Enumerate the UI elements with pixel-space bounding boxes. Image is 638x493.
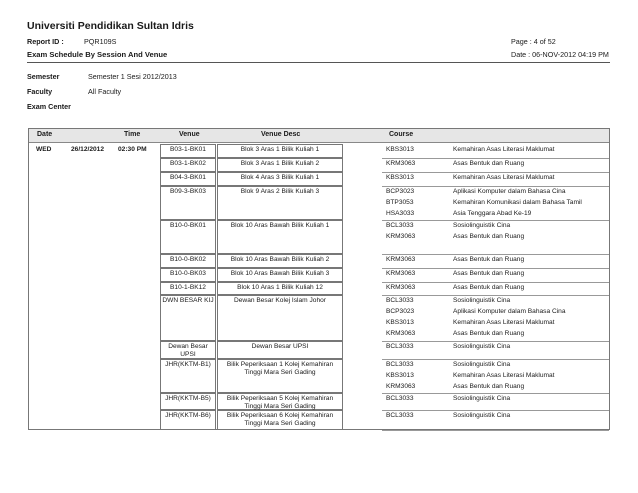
- course-code: KRM3063: [386, 383, 416, 390]
- course-code: HSA3033: [386, 210, 415, 217]
- course-code: BCL3033: [386, 297, 414, 304]
- course-code: KBS3013: [386, 372, 414, 379]
- venue-code: B10-0-BK02: [170, 256, 206, 263]
- course-code: KRM3063: [386, 160, 416, 167]
- course-code: BCP3023: [386, 188, 415, 195]
- venue-code: B10-1-BK12: [170, 284, 206, 291]
- column-header-time: Time: [124, 131, 141, 138]
- course-code: BCL3033: [386, 412, 414, 419]
- course-name: Sosiolinguistik Cina: [453, 395, 511, 402]
- venue-description: Dewan Besar UPSI: [251, 343, 309, 350]
- schedule-table: [28, 128, 610, 430]
- row-divider: [382, 430, 609, 431]
- course-name: Asas Bentuk dan Ruang: [453, 270, 525, 277]
- venue-code: B09-3-BK03: [170, 188, 206, 195]
- course-code: KRM3063: [386, 330, 416, 337]
- faculty-label: Faculty: [27, 87, 53, 96]
- venue-description: Bilik Peperiksaan 1 Kolej Kemahiran Tinggi Mara Seri Gading: [226, 361, 334, 376]
- course-name: Sosiolinguistik Cina: [453, 297, 511, 304]
- venue-description: Blok 4 Aras 3 Bilik Kuliah 1: [240, 174, 320, 181]
- venue-description: Blok 9 Aras 2 Bilik Kuliah 3: [240, 188, 320, 195]
- semester-value: Semester 1 Sesi 2012/2013: [88, 72, 177, 81]
- course-name: Asas Bentuk dan Ruang: [453, 160, 525, 167]
- course-code: BCL3033: [386, 361, 414, 368]
- venue-description: Blok 3 Aras 1 Bilik Kuliah 1: [240, 146, 320, 153]
- table-row: [29, 129, 609, 429]
- course-name: Asia Tenggara Abad Ke-19: [453, 210, 532, 217]
- venue-code: Dewan Besar UPSI: [168, 343, 208, 358]
- venue-description: Bilik Peperiksaan 5 Kolej Kemahiran Tinggi Mara Seri Gading: [226, 395, 334, 410]
- course-name: Kemahiran Asas Literasi Maklumat: [453, 146, 555, 153]
- venue-code: B04-3-BK01: [170, 174, 206, 181]
- course-code: KRM3063: [386, 233, 416, 240]
- venue-code: B10-0-BK01: [170, 222, 206, 229]
- report-id-label: Report ID :: [27, 37, 64, 46]
- course-name: Asas Bentuk dan Ruang: [453, 256, 525, 263]
- venue-description: Blok 10 Aras Bawah Bilik Kuliah 2: [230, 256, 330, 263]
- venue-description: Blok 10 Aras 1 Bilik Kuliah 12: [237, 284, 323, 291]
- course-code: KRM3063: [386, 270, 416, 277]
- venue-description: Blok 10 Aras Bawah Bilik Kuliah 3: [230, 270, 330, 277]
- course-code: KRM3063: [386, 256, 416, 263]
- report-title: Exam Schedule By Session And Venue: [27, 50, 168, 59]
- course-name: Sosiolinguistik Cina: [453, 361, 511, 368]
- venue-code: B03-1-BK01: [170, 146, 206, 153]
- page-indicator: Page : 4 of 52: [511, 37, 556, 46]
- course-name: Asas Bentuk dan Ruang: [453, 284, 525, 291]
- venue-description: Blok 3 Aras 1 Bilik Kuliah 2: [240, 160, 320, 167]
- venue-description: Blok 10 Aras Bawah Bilik Kuliah 1: [230, 222, 330, 229]
- column-header-venue-desc: Venue Desc: [261, 131, 301, 138]
- course-name: Asas Bentuk dan Ruang: [453, 233, 525, 240]
- session-day: WED: [36, 146, 52, 153]
- venue-description: Dewan Besar Kolej Islam Johor: [234, 297, 326, 304]
- venue-description: Bilik Peperiksaan 6 Kolej Kemahiran Tinggi Mara Seri Gading: [226, 412, 334, 427]
- course-name: Kemahiran Asas Literasi Maklumat: [453, 174, 555, 181]
- course-code: BCL3033: [386, 343, 414, 350]
- course-name: Sosiolinguistik Cina: [453, 343, 511, 350]
- course-code: KRM3063: [386, 284, 416, 291]
- semester-label: Semester: [27, 72, 60, 81]
- course-name: Sosiolinguistik Cina: [453, 222, 511, 229]
- venue-code: B10-0-BK03: [170, 270, 206, 277]
- report-id-value: PQR109S: [84, 37, 117, 46]
- institution-name: Universiti Pendidikan Sultan Idris: [27, 20, 194, 32]
- column-header-date: Date: [37, 131, 53, 138]
- course-name: Asas Bentuk dan Ruang: [453, 330, 525, 337]
- venue-code: JHR(KKTM-B1): [165, 361, 211, 368]
- venue-code: DWN BESAR KIJ: [162, 297, 214, 304]
- course-code: BCL3033: [386, 395, 414, 402]
- course-name: Kemahiran Asas Literasi Maklumat: [453, 319, 555, 326]
- session-date: 26/12/2012: [71, 146, 105, 153]
- course-code: BCL3033: [386, 222, 414, 229]
- course-name: Sosiolinguistik Cina: [453, 412, 511, 419]
- session-time: 02:30 PM: [118, 146, 147, 153]
- venue-code: B03-1-BK02: [170, 160, 206, 167]
- header-divider: [27, 62, 610, 63]
- venue-code: JHR(KKTM-B6): [165, 412, 211, 419]
- venue-code: JHR(KKTM-B5): [165, 395, 211, 402]
- course-name: Asas Bentuk dan Ruang: [453, 383, 525, 390]
- course-name: Aplikasi Komputer dalam Bahasa Cina: [453, 308, 566, 315]
- course-code: KBS3013: [386, 174, 414, 181]
- course-name: Kemahiran Komunikasi dalam Bahasa Tamil: [453, 199, 582, 206]
- course-name: Kemahiran Asas Literasi Maklumat: [453, 372, 555, 379]
- course-name: Aplikasi Komputer dalam Bahasa Cina: [453, 188, 566, 195]
- report-date: Date : 06-NOV-2012 04:19 PM: [511, 50, 609, 59]
- exam-center-label: Exam Center: [27, 102, 71, 111]
- faculty-value: All Faculty: [88, 87, 122, 96]
- course-code: BTP3053: [386, 199, 414, 206]
- course-code: BCP3023: [386, 308, 415, 315]
- column-header-course: Course: [389, 131, 414, 138]
- course-code: KBS3013: [386, 319, 414, 326]
- course-code: KBS3013: [386, 146, 414, 153]
- column-header-venue: Venue: [179, 131, 200, 138]
